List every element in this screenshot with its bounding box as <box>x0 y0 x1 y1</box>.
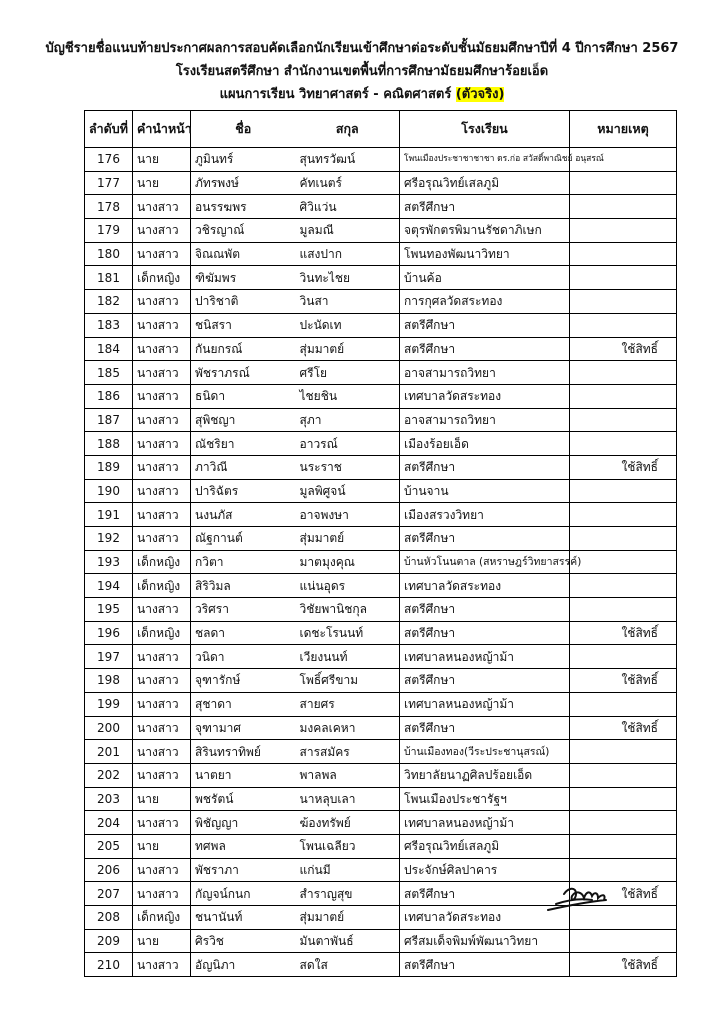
document-title-line2: โรงเรียนสตรีศึกษา สำนักงานเขตพื้นที่การศึกษามัธยมศึกษาร้อยเอ็ด <box>175 64 549 79</box>
header-first-name: ชื่อ <box>191 111 296 148</box>
row-number: 185 <box>85 361 133 385</box>
row-first-name: กวิตา <box>191 550 296 574</box>
table-row <box>85 953 677 977</box>
row-last-name: นระราช <box>296 455 400 479</box>
row-school: บ้านเมืองทอง(วีระประชานุสรณ์) <box>400 740 570 764</box>
table-row <box>85 266 677 290</box>
table-row <box>85 929 677 953</box>
table-row <box>85 716 677 740</box>
row-prefix: นางสาว <box>133 669 191 693</box>
row-number: 196 <box>85 621 133 645</box>
table-row <box>85 811 677 835</box>
row-remark: ใช้สิทธิ์ <box>570 716 677 740</box>
table-row <box>85 858 677 882</box>
row-school: เทศบาลวัดสระทอง <box>400 574 570 598</box>
row-prefix: นางสาว <box>133 479 191 503</box>
row-first-name: วริศรา <box>191 598 296 622</box>
row-last-name: สารสมัคร <box>296 740 400 764</box>
row-last-name: มูลพิศูจน์ <box>296 479 400 503</box>
row-number: 190 <box>85 479 133 503</box>
row-first-name: ชนิสรา <box>191 313 296 337</box>
row-school: ศรีอรุณวิทย์เสลภูมิ <box>400 171 570 195</box>
row-prefix: นาย <box>133 929 191 953</box>
row-last-name: โพธิ์ศรีขาม <box>296 669 400 693</box>
row-last-name: สุ่มมาตย์ <box>296 527 400 551</box>
table-row <box>85 598 677 622</box>
row-number: 178 <box>85 195 133 219</box>
row-prefix: นางสาว <box>133 811 191 835</box>
row-first-name: ทศพล <box>191 834 296 858</box>
row-school: โพนเมืองประชารัฐฯ <box>400 787 570 811</box>
row-school: ศรีสมเด็จพิมพ์พัฒนาวิทยา <box>400 929 570 953</box>
row-school: สตรีศึกษา <box>400 195 570 219</box>
row-school: สตรีศึกษา <box>400 527 570 551</box>
row-first-name: ปาริชาติ <box>191 290 296 314</box>
row-remark <box>570 550 677 574</box>
row-number: 177 <box>85 171 133 195</box>
row-number: 208 <box>85 906 133 930</box>
row-first-name: ฑิฆัมพร <box>191 266 296 290</box>
table-row <box>85 550 677 574</box>
row-prefix: นางสาว <box>133 527 191 551</box>
row-last-name: แสงปาก <box>296 242 400 266</box>
row-last-name: อาวรณ์ <box>296 432 400 456</box>
row-last-name: มาตมุงคุณ <box>296 550 400 574</box>
row-prefix: นางสาว <box>133 858 191 882</box>
table-row <box>85 384 677 408</box>
row-last-name: สุภา <box>296 408 400 432</box>
row-remark <box>570 171 677 195</box>
row-school: สตรีศึกษา <box>400 882 570 906</box>
row-first-name: สิรินทราทิพย์ <box>191 740 296 764</box>
row-last-name: ปะนัดเท <box>296 313 400 337</box>
row-first-name: ภูมินทร์ <box>191 148 296 172</box>
row-school: สตรีศึกษา <box>400 455 570 479</box>
row-last-name: นาหลุบเลา <box>296 787 400 811</box>
table-row <box>85 503 677 527</box>
row-number: 182 <box>85 290 133 314</box>
table-row <box>85 242 677 266</box>
table-row <box>85 195 677 219</box>
row-first-name: พัชราภรณ์ <box>191 361 296 385</box>
row-last-name: สุนทรวัฒน์ <box>296 148 400 172</box>
row-last-name: ศรีโย <box>296 361 400 385</box>
highlight-badge: (ตัวจริง) <box>455 87 505 102</box>
row-prefix: นางสาว <box>133 455 191 479</box>
row-last-name: แก่นมี <box>296 858 400 882</box>
row-prefix: นางสาว <box>133 337 191 361</box>
row-number: 187 <box>85 408 133 432</box>
row-first-name: สิริวิมล <box>191 574 296 598</box>
row-first-name: อัญนิภา <box>191 953 296 977</box>
row-prefix: นางสาว <box>133 219 191 243</box>
row-number: 191 <box>85 503 133 527</box>
row-first-name: กัญจน์กนก <box>191 882 296 906</box>
row-prefix: เด็กหญิง <box>133 574 191 598</box>
row-number: 200 <box>85 716 133 740</box>
row-school: ศรีอรุณวิทย์เสลภูมิ <box>400 834 570 858</box>
row-prefix: นางสาว <box>133 882 191 906</box>
row-number: 176 <box>85 148 133 172</box>
row-number: 198 <box>85 669 133 693</box>
row-first-name: ภัทรพงษ์ <box>191 171 296 195</box>
row-remark <box>570 384 677 408</box>
table-row <box>85 692 677 716</box>
table-row <box>85 148 677 172</box>
row-last-name: ศิวิแว่น <box>296 195 400 219</box>
row-last-name: พาลพล <box>296 763 400 787</box>
row-remark: ใช้สิทธิ์ <box>570 621 677 645</box>
row-number: 192 <box>85 527 133 551</box>
row-prefix: นางสาว <box>133 313 191 337</box>
row-school: อาจสามารถวิทยา <box>400 361 570 385</box>
row-prefix: นางสาว <box>133 716 191 740</box>
row-first-name: นงนภัส <box>191 503 296 527</box>
row-last-name: อาจพงษา <box>296 503 400 527</box>
row-number: 183 <box>85 313 133 337</box>
header-school: โรงเรียน <box>400 111 570 148</box>
row-first-name: จุฑารักษ์ <box>191 669 296 693</box>
table-body <box>85 148 677 977</box>
table-row <box>85 361 677 385</box>
header-remark: หมายเหตุ <box>570 111 677 148</box>
row-prefix: นางสาว <box>133 740 191 764</box>
row-school: จตุรพักตรพิมานรัชดาภิเษก <box>400 219 570 243</box>
row-prefix: นาย <box>133 787 191 811</box>
row-prefix: นางสาว <box>133 645 191 669</box>
row-first-name: จิณณพัต <box>191 242 296 266</box>
row-remark <box>570 598 677 622</box>
row-prefix: นางสาว <box>133 290 191 314</box>
row-prefix: นางสาว <box>133 361 191 385</box>
row-number: 188 <box>85 432 133 456</box>
table-row <box>85 455 677 479</box>
row-first-name: ชนานันท์ <box>191 906 296 930</box>
row-school: สตรีศึกษา <box>400 669 570 693</box>
row-prefix: นางสาว <box>133 242 191 266</box>
table-row <box>85 621 677 645</box>
row-prefix: นางสาว <box>133 195 191 219</box>
row-school: เมืองร้อยเอ็ด <box>400 432 570 456</box>
row-number: 201 <box>85 740 133 764</box>
row-first-name: ธนิดา <box>191 384 296 408</box>
row-remark: ใช้สิทธิ์ <box>570 669 677 693</box>
document-title-line1: บัญชีรายชื่อแนบท้ายประกาศผลการสอบคัดเลือกนักเรียนเข้าศึกษาต่อระดับชั้นมัธยมศึกษาปีที่ 4 ปีการศึกษา 2567 <box>45 41 679 56</box>
row-remark <box>570 763 677 787</box>
row-number: 194 <box>85 574 133 598</box>
row-remark <box>570 242 677 266</box>
table-row <box>85 479 677 503</box>
row-first-name: ปาริฉัตร <box>191 479 296 503</box>
row-school: สตรีศึกษา <box>400 598 570 622</box>
row-school: สตรีศึกษา <box>400 621 570 645</box>
row-last-name: วินสา <box>296 290 400 314</box>
row-prefix: นางสาว <box>133 408 191 432</box>
table-row <box>85 337 677 361</box>
header-last-name: สกุล <box>296 111 400 148</box>
row-last-name: สุ่มมาตย์ <box>296 337 400 361</box>
row-school: เทศบาลหนองหญ้าม้า <box>400 811 570 835</box>
row-first-name: พัชราภา <box>191 858 296 882</box>
row-remark <box>570 787 677 811</box>
row-number: 195 <box>85 598 133 622</box>
row-remark <box>570 645 677 669</box>
row-prefix: นางสาว <box>133 692 191 716</box>
row-last-name: สายศร <box>296 692 400 716</box>
row-last-name: สุ่มมาตย์ <box>296 906 400 930</box>
row-number: 209 <box>85 929 133 953</box>
plan-label: แผนการเรียน วิทยาศาสตร์ - คณิตศาสตร์ <box>219 87 456 102</box>
row-prefix: นางสาว <box>133 384 191 408</box>
table-row <box>85 313 677 337</box>
row-prefix: นางสาว <box>133 763 191 787</box>
table-row <box>85 669 677 693</box>
table-row <box>85 645 677 669</box>
row-number: 179 <box>85 219 133 243</box>
table-row <box>85 787 677 811</box>
row-school: เทศบาลวัดสระทอง <box>400 906 570 930</box>
row-first-name: จุฑามาศ <box>191 716 296 740</box>
row-remark <box>570 290 677 314</box>
signature-icon <box>546 880 636 916</box>
row-school: วิทยาลัยนาฏศิลปร้อยเอ็ด <box>400 763 570 787</box>
row-school: บ้านหัวโนนตาล (สหราษฎร์วิทยาสรรค์) <box>400 550 570 574</box>
row-first-name: วนิดา <box>191 645 296 669</box>
row-first-name: กันยกรณ์ <box>191 337 296 361</box>
table-row <box>85 432 677 456</box>
row-last-name: มันตาพันธ์ <box>296 929 400 953</box>
row-last-name: วินทะไชย <box>296 266 400 290</box>
row-number: 206 <box>85 858 133 882</box>
row-number: 193 <box>85 550 133 574</box>
row-number: 203 <box>85 787 133 811</box>
row-last-name: แน่นอุดร <box>296 574 400 598</box>
row-last-name: โพนเฉลียว <box>296 834 400 858</box>
row-last-name: สำราญสุข <box>296 882 400 906</box>
row-school: สตรีศึกษา <box>400 953 570 977</box>
row-prefix: นางสาว <box>133 953 191 977</box>
row-first-name: สุชาดา <box>191 692 296 716</box>
row-last-name: ฆ้องทรัพย์ <box>296 811 400 835</box>
row-school: เทศบาลวัดสระทอง <box>400 384 570 408</box>
table-row <box>85 408 677 432</box>
row-remark <box>570 479 677 503</box>
table-header-row <box>85 111 677 148</box>
row-prefix: เด็กหญิง <box>133 550 191 574</box>
row-prefix: นางสาว <box>133 432 191 456</box>
row-last-name: เดชะโรนนท์ <box>296 621 400 645</box>
row-remark: ใช้สิทธิ์ <box>570 455 677 479</box>
row-prefix: นาย <box>133 834 191 858</box>
row-number: 210 <box>85 953 133 977</box>
table-row <box>85 219 677 243</box>
row-first-name: วชิรญาณ์ <box>191 219 296 243</box>
row-prefix: นางสาว <box>133 503 191 527</box>
row-last-name: มงคลเคหา <box>296 716 400 740</box>
row-remark <box>570 195 677 219</box>
table-row <box>85 763 677 787</box>
row-number: 207 <box>85 882 133 906</box>
header-no: ลำดับที่ <box>85 111 133 148</box>
row-prefix: เด็กหญิง <box>133 266 191 290</box>
row-remark: ใช้สิทธิ์ <box>570 882 677 906</box>
row-number: 199 <box>85 692 133 716</box>
header-prefix: คำนำหน้า <box>133 111 191 148</box>
row-school: บ้านจาน <box>400 479 570 503</box>
row-last-name: ไชยชิน <box>296 384 400 408</box>
row-first-name: นาตยา <box>191 763 296 787</box>
row-first-name: ภาวิณี <box>191 455 296 479</box>
row-remark <box>570 834 677 858</box>
row-number: 184 <box>85 337 133 361</box>
row-school: ประจักษ์ศิลปาคาร <box>400 858 570 882</box>
row-school: การกุศลวัดสระทอง <box>400 290 570 314</box>
row-number: 202 <box>85 763 133 787</box>
row-last-name: สดใส <box>296 953 400 977</box>
row-number: 204 <box>85 811 133 835</box>
row-prefix: เด็กหญิง <box>133 621 191 645</box>
table-row <box>85 171 677 195</box>
row-number: 181 <box>85 266 133 290</box>
row-remark <box>570 432 677 456</box>
row-first-name: อนรรฆพร <box>191 195 296 219</box>
row-first-name: สุพิชญา <box>191 408 296 432</box>
row-prefix: นาย <box>133 171 191 195</box>
row-last-name: มูลมณี <box>296 219 400 243</box>
row-remark <box>570 740 677 764</box>
table-row <box>85 574 677 598</box>
row-remark <box>570 313 677 337</box>
row-remark <box>570 929 677 953</box>
row-school: เทศบาลหนองหญ้าม้า <box>400 692 570 716</box>
row-remark: ใช้สิทธิ์ <box>570 953 677 977</box>
row-first-name: ศิรวิช <box>191 929 296 953</box>
row-first-name: ณัฐกานต์ <box>191 527 296 551</box>
row-last-name: เวียงนนท์ <box>296 645 400 669</box>
row-school: สตรีศึกษา <box>400 337 570 361</box>
row-remark <box>570 219 677 243</box>
table-row <box>85 290 677 314</box>
document-title-line3 <box>0 83 724 104</box>
row-school: โพนเมืองประชาชาชาชา ดร.ก่อ สวัสดิ์พาณิชย์ อนุสรณ์ <box>400 148 570 172</box>
row-remark <box>570 574 677 598</box>
row-prefix: นาย <box>133 148 191 172</box>
student-list-table <box>84 110 677 977</box>
row-remark <box>570 503 677 527</box>
row-remark: ใช้สิทธิ์ <box>570 337 677 361</box>
row-first-name: ณัชริยา <box>191 432 296 456</box>
row-number: 186 <box>85 384 133 408</box>
row-remark <box>570 858 677 882</box>
row-prefix: นางสาว <box>133 598 191 622</box>
table-row <box>85 834 677 858</box>
row-remark <box>570 811 677 835</box>
row-remark <box>570 692 677 716</box>
row-number: 180 <box>85 242 133 266</box>
row-remark <box>570 408 677 432</box>
table-row <box>85 527 677 551</box>
table-row <box>85 740 677 764</box>
row-school: สตรีศึกษา <box>400 313 570 337</box>
row-school: สตรีศึกษา <box>400 716 570 740</box>
row-school: เทศบาลหนองหญ้าม้า <box>400 645 570 669</box>
row-prefix: เด็กหญิง <box>133 906 191 930</box>
row-number: 205 <box>85 834 133 858</box>
row-school: เมืองสรวงวิทยา <box>400 503 570 527</box>
row-last-name: คัทเนตร์ <box>296 171 400 195</box>
row-school: อาจสามารถวิทยา <box>400 408 570 432</box>
row-number: 189 <box>85 455 133 479</box>
row-remark <box>570 266 677 290</box>
row-first-name: ชลดา <box>191 621 296 645</box>
row-remark <box>570 361 677 385</box>
row-first-name: พิชัญญา <box>191 811 296 835</box>
row-remark <box>570 527 677 551</box>
row-school: โพนทองพัฒนาวิทยา <box>400 242 570 266</box>
row-school: บ้านค้อ <box>400 266 570 290</box>
row-last-name: วิชัยพานิชกุล <box>296 598 400 622</box>
row-first-name: พชรัตน์ <box>191 787 296 811</box>
row-number: 197 <box>85 645 133 669</box>
